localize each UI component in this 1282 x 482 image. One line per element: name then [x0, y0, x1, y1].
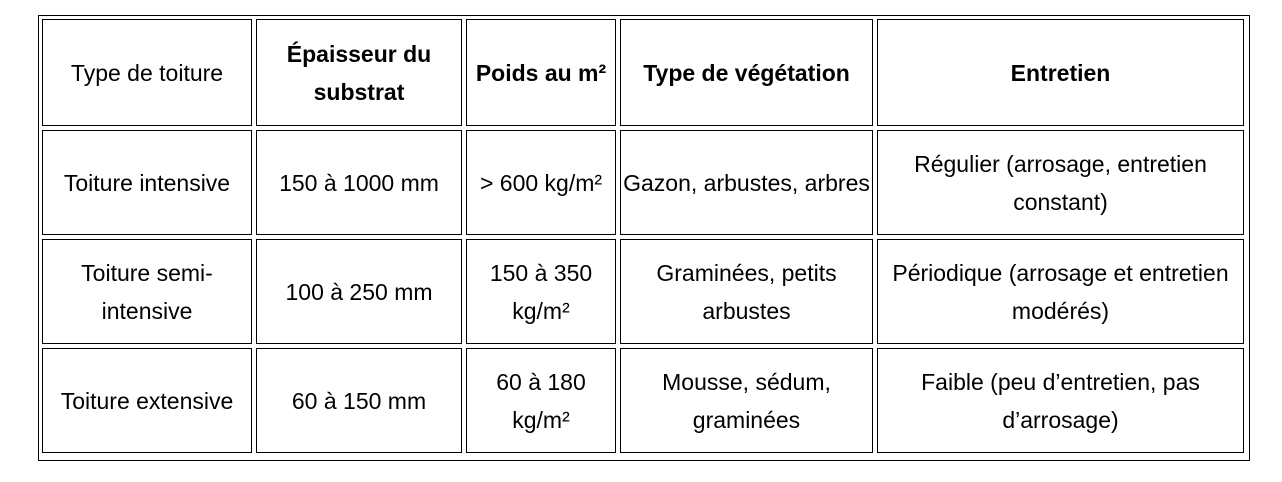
cell-roof-type: Toiture intensive	[42, 130, 252, 235]
cell-weight: > 600 kg/m²	[466, 130, 616, 235]
cell-weight: 60 à 180 kg/m²	[466, 348, 616, 453]
header-vegetation-type: Type de végétation	[620, 19, 873, 126]
cell-maintenance: Faible (peu d’entretien, pas d’arrosage)	[877, 348, 1244, 453]
cell-vegetation: Mousse, sédum, graminées	[620, 348, 873, 453]
cell-roof-type: Toiture semi-intensive	[42, 239, 252, 344]
green-roof-table	[38, 15, 1248, 457]
cell-substrate-thickness: 150 à 1000 mm	[256, 130, 462, 235]
header-maintenance: Entretien	[877, 19, 1244, 126]
cell-vegetation: Graminées, petits arbustes	[620, 239, 873, 344]
cell-vegetation: Gazon, arbustes, arbres	[620, 130, 873, 235]
cell-maintenance: Régulier (arrosage, entretien constant)	[877, 130, 1244, 235]
table-row	[42, 348, 1244, 453]
cell-roof-type: Toiture extensive	[42, 348, 252, 453]
cell-weight: 150 à 350 kg/m²	[466, 239, 616, 344]
cell-substrate-thickness: 100 à 250 mm	[256, 239, 462, 344]
table-header-row	[42, 19, 1244, 126]
header-weight-per-m2: Poids au m²	[466, 19, 616, 126]
header-roof-type: Type de toiture	[42, 19, 252, 126]
header-substrate-thickness: Épaisseur du substrat	[256, 19, 462, 126]
table-row	[42, 239, 1244, 344]
table-row	[42, 130, 1244, 235]
cell-substrate-thickness: 60 à 150 mm	[256, 348, 462, 453]
cell-maintenance: Périodique (arrosage et entretien modérés)	[877, 239, 1244, 344]
